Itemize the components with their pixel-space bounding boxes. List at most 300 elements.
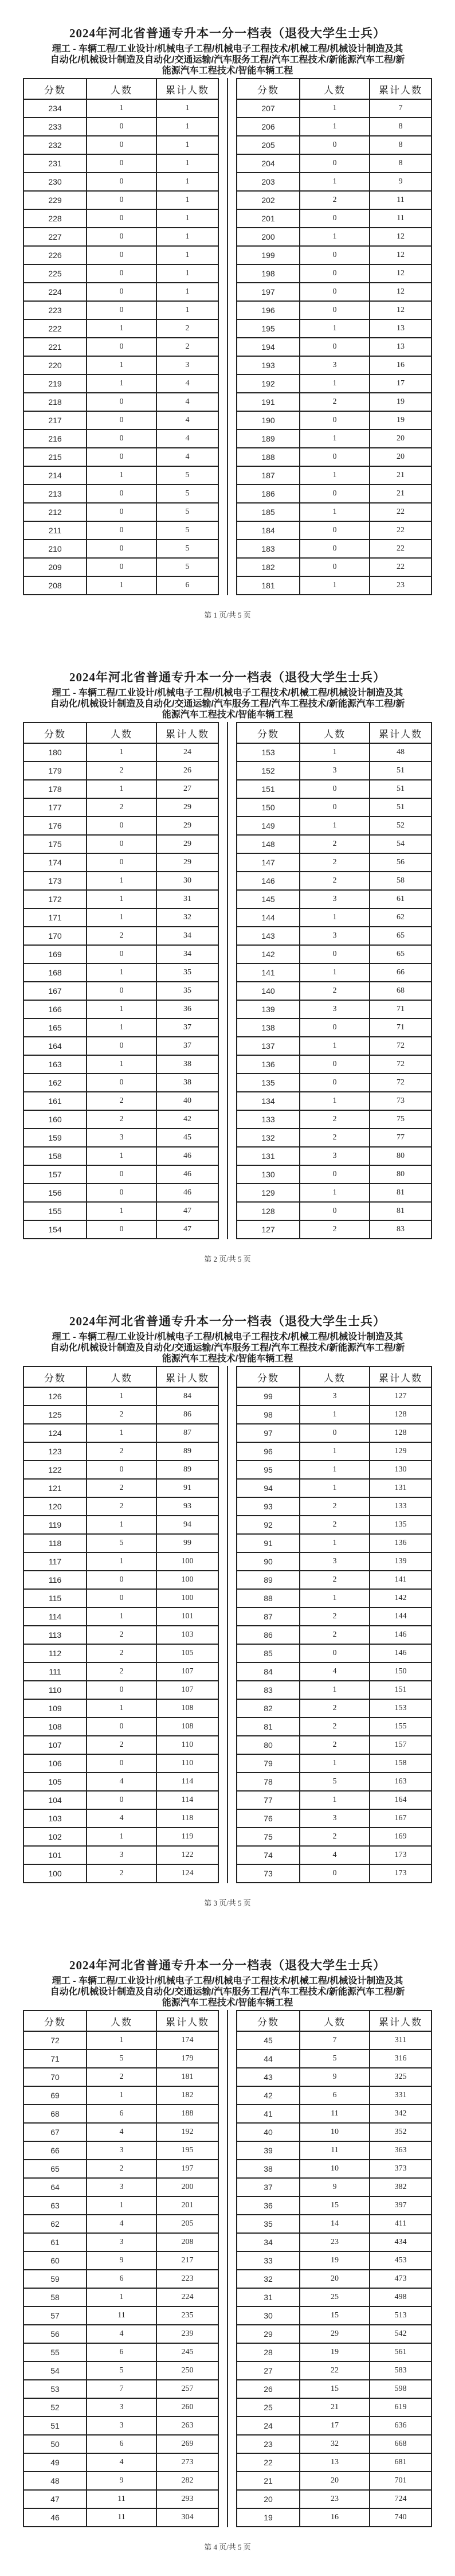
cumulative-cell: 20 bbox=[370, 448, 432, 466]
table-row bbox=[23, 2417, 218, 2435]
count-cell: 3 bbox=[300, 1809, 370, 1828]
score-cell: 128 bbox=[237, 1202, 300, 1220]
cumulative-cell: 47 bbox=[156, 1220, 218, 1239]
cumulative-cell: 1 bbox=[156, 301, 218, 319]
table-row bbox=[23, 1129, 218, 1147]
count-cell: 6 bbox=[300, 2086, 370, 2105]
cumulative-cell: 58 bbox=[370, 872, 432, 890]
score-cell: 114 bbox=[23, 1607, 87, 1626]
header-cell-count: 人数 bbox=[87, 723, 156, 743]
score-cell: 148 bbox=[237, 835, 300, 853]
score-cell: 35 bbox=[237, 2215, 300, 2233]
table-row bbox=[23, 521, 218, 540]
cumulative-cell: 150 bbox=[370, 1662, 432, 1681]
cumulative-cell: 130 bbox=[370, 1461, 432, 1479]
count-cell: 1 bbox=[87, 466, 156, 485]
table-row bbox=[237, 1571, 432, 1589]
table-row bbox=[237, 558, 432, 576]
cumulative-cell: 174 bbox=[156, 2031, 218, 2050]
score-cell: 219 bbox=[23, 374, 87, 393]
cumulative-cell: 179 bbox=[156, 2050, 218, 2068]
score-cell: 217 bbox=[23, 411, 87, 430]
cumulative-cell: 342 bbox=[370, 2105, 432, 2123]
table-row bbox=[237, 1147, 432, 1165]
cumulative-cell: 52 bbox=[370, 817, 432, 835]
score-cell: 32 bbox=[237, 2270, 300, 2288]
table-row bbox=[23, 1147, 218, 1165]
table-row bbox=[237, 2160, 432, 2178]
count-cell: 1 bbox=[300, 228, 370, 246]
table-row bbox=[237, 2050, 432, 2068]
count-cell: 0 bbox=[300, 209, 370, 228]
count-cell: 0 bbox=[87, 246, 156, 264]
count-cell: 23 bbox=[300, 2233, 370, 2251]
table-row bbox=[23, 430, 218, 448]
score-cell: 170 bbox=[23, 927, 87, 945]
cumulative-cell: 316 bbox=[370, 2050, 432, 2068]
table-row bbox=[237, 1220, 432, 1239]
score-table-right bbox=[236, 722, 432, 1239]
table-row bbox=[23, 1864, 218, 1883]
table-row bbox=[23, 2215, 218, 2233]
count-cell: 1 bbox=[300, 466, 370, 485]
count-cell: 0 bbox=[87, 1791, 156, 1809]
score-cell: 177 bbox=[23, 798, 87, 817]
count-cell: 2 bbox=[87, 798, 156, 817]
table-row bbox=[23, 1773, 218, 1791]
cumulative-cell: 273 bbox=[156, 2453, 218, 2472]
count-cell: 2 bbox=[87, 762, 156, 780]
score-cell: 22 bbox=[237, 2453, 300, 2472]
score-cell: 123 bbox=[23, 1442, 87, 1461]
page-subtitle bbox=[0, 1332, 455, 1364]
table-row bbox=[23, 2068, 218, 2086]
cumulative-cell: 561 bbox=[370, 2343, 432, 2362]
count-cell: 0 bbox=[300, 1165, 370, 1184]
cumulative-cell: 153 bbox=[370, 1699, 432, 1718]
cumulative-cell: 99 bbox=[156, 1534, 218, 1552]
table-row bbox=[237, 173, 432, 191]
cumulative-cell: 146 bbox=[370, 1626, 432, 1644]
table-row bbox=[237, 319, 432, 338]
count-cell: 0 bbox=[87, 853, 156, 872]
score-cell: 222 bbox=[23, 319, 87, 338]
header-cell-cumulative: 累计人数 bbox=[370, 723, 432, 743]
table-row bbox=[23, 1607, 218, 1626]
score-cell: 183 bbox=[237, 540, 300, 558]
table-row bbox=[237, 1809, 432, 1828]
cumulative-cell: 434 bbox=[370, 2233, 432, 2251]
score-cell: 24 bbox=[237, 2417, 300, 2435]
score-cell: 108 bbox=[23, 1718, 87, 1736]
score-cell: 112 bbox=[23, 1644, 87, 1662]
cumulative-cell: 173 bbox=[370, 1864, 432, 1883]
score-cell: 40 bbox=[237, 2123, 300, 2141]
count-cell: 22 bbox=[300, 2362, 370, 2380]
count-cell: 1 bbox=[87, 2086, 156, 2105]
table-row bbox=[23, 154, 218, 173]
table-row bbox=[23, 2453, 218, 2472]
count-cell: 3 bbox=[300, 356, 370, 374]
score-cell: 55 bbox=[23, 2343, 87, 2362]
count-cell: 2 bbox=[87, 2068, 156, 2086]
page-subtitle bbox=[0, 44, 455, 76]
cumulative-cell: 48 bbox=[370, 743, 432, 762]
page-title: 2024年河北省普通专升本一分一档表（退役大学生士兵） bbox=[69, 1314, 386, 1328]
table-row bbox=[237, 2270, 432, 2288]
page-title: 2024年河北省普通专升本一分一档表（退役大学生士兵） bbox=[69, 26, 386, 40]
table-row bbox=[23, 503, 218, 521]
cumulative-cell: 325 bbox=[370, 2068, 432, 2086]
score-cell: 75 bbox=[237, 1828, 300, 1846]
header-cell-cumulative: 累计人数 bbox=[370, 2011, 432, 2031]
cumulative-cell: 29 bbox=[156, 835, 218, 853]
cumulative-cell: 8 bbox=[370, 154, 432, 173]
count-cell: 3 bbox=[87, 2141, 156, 2160]
score-cell: 103 bbox=[23, 1809, 87, 1828]
count-cell: 1 bbox=[300, 173, 370, 191]
table-row bbox=[23, 1681, 218, 1699]
count-cell: 0 bbox=[300, 485, 370, 503]
cumulative-cell: 188 bbox=[156, 2105, 218, 2123]
count-cell: 2 bbox=[300, 1220, 370, 1239]
cumulative-cell: 54 bbox=[370, 835, 432, 853]
table-row bbox=[237, 136, 432, 154]
tables-area bbox=[0, 1366, 455, 1883]
table-row bbox=[23, 2086, 218, 2105]
cumulative-cell: 62 bbox=[370, 908, 432, 927]
table-row bbox=[23, 853, 218, 872]
table-row bbox=[23, 2306, 218, 2325]
cumulative-cell: 1 bbox=[156, 246, 218, 264]
count-cell: 0 bbox=[87, 154, 156, 173]
cumulative-cell: 1 bbox=[156, 154, 218, 173]
cumulative-cell: 129 bbox=[370, 1442, 432, 1461]
table-row bbox=[23, 1497, 218, 1516]
count-cell: 4 bbox=[87, 1809, 156, 1828]
cumulative-cell: 6 bbox=[156, 576, 218, 595]
count-cell: 0 bbox=[300, 558, 370, 576]
score-cell: 58 bbox=[23, 2288, 87, 2306]
table-row bbox=[23, 1055, 218, 1074]
score-cell: 70 bbox=[23, 2068, 87, 2086]
score-cell: 150 bbox=[237, 798, 300, 817]
count-cell: 3 bbox=[300, 927, 370, 945]
score-cell: 152 bbox=[237, 762, 300, 780]
table-row bbox=[23, 246, 218, 264]
table-row bbox=[23, 301, 218, 319]
score-cell: 69 bbox=[23, 2086, 87, 2105]
score-cell: 167 bbox=[23, 982, 87, 1000]
score-cell: 125 bbox=[23, 1406, 87, 1424]
table-row bbox=[237, 191, 432, 209]
count-cell: 2 bbox=[300, 835, 370, 853]
cumulative-cell: 11 bbox=[370, 191, 432, 209]
cumulative-cell: 250 bbox=[156, 2362, 218, 2380]
cumulative-cell: 583 bbox=[370, 2362, 432, 2380]
cumulative-cell: 223 bbox=[156, 2270, 218, 2288]
cumulative-cell: 127 bbox=[370, 1387, 432, 1406]
score-cell: 76 bbox=[237, 1809, 300, 1828]
table-row bbox=[237, 228, 432, 246]
table-row bbox=[23, 2508, 218, 2527]
count-cell: 2 bbox=[300, 1571, 370, 1589]
count-cell: 6 bbox=[87, 2343, 156, 2362]
cumulative-cell: 21 bbox=[370, 485, 432, 503]
score-cell: 168 bbox=[23, 963, 87, 982]
table-row bbox=[23, 99, 218, 118]
table-row bbox=[23, 374, 218, 393]
score-cell: 95 bbox=[237, 1461, 300, 1479]
table-row bbox=[237, 963, 432, 982]
count-cell: 2 bbox=[300, 1607, 370, 1626]
score-cell: 61 bbox=[23, 2233, 87, 2251]
table-row bbox=[23, 1000, 218, 1018]
score-cell: 169 bbox=[23, 945, 87, 963]
table-row bbox=[237, 1699, 432, 1718]
score-cell: 229 bbox=[23, 191, 87, 209]
table-row bbox=[237, 264, 432, 283]
cumulative-cell: 181 bbox=[156, 2068, 218, 2086]
cumulative-cell: 29 bbox=[156, 853, 218, 872]
count-cell: 0 bbox=[87, 1037, 156, 1055]
count-cell: 0 bbox=[300, 1202, 370, 1220]
count-cell: 2 bbox=[87, 1644, 156, 1662]
score-cell: 111 bbox=[23, 1662, 87, 1681]
count-cell: 0 bbox=[300, 540, 370, 558]
table-row bbox=[23, 356, 218, 374]
cumulative-cell: 29 bbox=[156, 798, 218, 817]
cumulative-cell: 235 bbox=[156, 2306, 218, 2325]
count-cell: 4 bbox=[300, 1846, 370, 1864]
count-cell: 4 bbox=[87, 1773, 156, 1791]
score-cell: 209 bbox=[23, 558, 87, 576]
cumulative-cell: 157 bbox=[370, 1736, 432, 1754]
count-cell: 1 bbox=[87, 1018, 156, 1037]
count-cell: 1 bbox=[87, 780, 156, 798]
score-cell: 196 bbox=[237, 301, 300, 319]
count-cell: 17 bbox=[300, 2417, 370, 2435]
table-row bbox=[237, 118, 432, 136]
table-row bbox=[237, 1406, 432, 1424]
score-cell: 199 bbox=[237, 246, 300, 264]
cumulative-cell: 2 bbox=[156, 319, 218, 338]
count-cell: 0 bbox=[300, 1074, 370, 1092]
subtitle-line: 自动化/机械设计制造及自动化/交通运输/汽车服务工程/汽车工程技术/新能源汽车工程/新 bbox=[50, 1343, 405, 1353]
score-cell: 216 bbox=[23, 430, 87, 448]
score-cell: 64 bbox=[23, 2178, 87, 2196]
count-cell: 11 bbox=[300, 2105, 370, 2123]
table-row bbox=[23, 1791, 218, 1809]
count-cell: 0 bbox=[87, 136, 156, 154]
table-row bbox=[23, 945, 218, 963]
table-row bbox=[237, 1110, 432, 1129]
table-row bbox=[23, 448, 218, 466]
score-cell: 139 bbox=[237, 1000, 300, 1018]
score-cell: 20 bbox=[237, 2490, 300, 2508]
score-cell: 73 bbox=[237, 1864, 300, 1883]
count-cell: 0 bbox=[87, 982, 156, 1000]
score-cell: 74 bbox=[237, 1846, 300, 1864]
score-cell: 200 bbox=[237, 228, 300, 246]
table-row bbox=[23, 1406, 218, 1424]
score-cell: 185 bbox=[237, 503, 300, 521]
cumulative-cell: 1 bbox=[156, 264, 218, 283]
table-row bbox=[237, 1773, 432, 1791]
score-cell: 47 bbox=[23, 2490, 87, 2508]
header-cell-score: 分数 bbox=[23, 1367, 87, 1387]
table-row bbox=[237, 1754, 432, 1773]
count-cell: 1 bbox=[87, 890, 156, 908]
table-row bbox=[237, 1461, 432, 1479]
table-row bbox=[237, 1552, 432, 1571]
count-cell: 1 bbox=[300, 576, 370, 595]
cumulative-cell: 195 bbox=[156, 2141, 218, 2160]
table-row bbox=[237, 1516, 432, 1534]
cumulative-cell: 37 bbox=[156, 1037, 218, 1055]
score-cell: 102 bbox=[23, 1828, 87, 1846]
subtitle-line: 理工 - 车辆工程/工业设计/机械电子工程/机械电子工程技术/机械工程/机械设计制造及其 bbox=[52, 688, 403, 698]
score-cell: 179 bbox=[23, 762, 87, 780]
table-row bbox=[237, 835, 432, 853]
count-cell: 0 bbox=[300, 338, 370, 356]
header-cell-score: 分数 bbox=[237, 723, 300, 743]
score-cell: 190 bbox=[237, 411, 300, 430]
score-cell: 37 bbox=[237, 2178, 300, 2196]
count-cell: 1 bbox=[87, 1202, 156, 1220]
cumulative-cell: 668 bbox=[370, 2435, 432, 2453]
score-cell: 223 bbox=[23, 301, 87, 319]
score-cell: 81 bbox=[237, 1718, 300, 1736]
score-cell: 97 bbox=[237, 1424, 300, 1442]
count-cell: 2 bbox=[87, 1662, 156, 1681]
score-cell: 165 bbox=[23, 1018, 87, 1037]
cumulative-cell: 1 bbox=[156, 228, 218, 246]
count-cell: 1 bbox=[87, 2288, 156, 2306]
table-row bbox=[237, 798, 432, 817]
subtitle-line: 理工 - 车辆工程/工业设计/机械电子工程/机械电子工程技术/机械工程/机械设计制造及其 bbox=[52, 1332, 403, 1342]
table-row bbox=[23, 1699, 218, 1718]
table-row bbox=[237, 2453, 432, 2472]
table-row bbox=[237, 1626, 432, 1644]
header-cell-score: 分数 bbox=[237, 79, 300, 99]
table-row bbox=[23, 2233, 218, 2251]
count-cell: 5 bbox=[87, 1534, 156, 1552]
count-cell: 2 bbox=[87, 1092, 156, 1110]
table-row bbox=[237, 780, 432, 798]
count-cell: 0 bbox=[87, 1074, 156, 1092]
score-cell: 29 bbox=[237, 2325, 300, 2343]
score-cell: 62 bbox=[23, 2215, 87, 2233]
cumulative-cell: 128 bbox=[370, 1406, 432, 1424]
table-row bbox=[23, 1644, 218, 1662]
cumulative-cell: 22 bbox=[370, 503, 432, 521]
table-row bbox=[237, 1644, 432, 1662]
count-cell: 20 bbox=[300, 2270, 370, 2288]
header-cell-score: 分数 bbox=[23, 723, 87, 743]
score-cell: 113 bbox=[23, 1626, 87, 1644]
table-row bbox=[237, 2031, 432, 2050]
table-row bbox=[23, 2178, 218, 2196]
score-cell: 21 bbox=[237, 2472, 300, 2490]
count-cell: 2 bbox=[300, 1626, 370, 1644]
table-row bbox=[237, 154, 432, 173]
count-cell: 0 bbox=[87, 1220, 156, 1239]
score-cell: 207 bbox=[237, 99, 300, 118]
score-cell: 42 bbox=[237, 2086, 300, 2105]
score-cell: 109 bbox=[23, 1699, 87, 1718]
count-cell: 0 bbox=[300, 1055, 370, 1074]
count-cell: 1 bbox=[87, 1552, 156, 1571]
count-cell: 3 bbox=[87, 1846, 156, 1864]
table-row bbox=[237, 2362, 432, 2380]
table-row bbox=[23, 1424, 218, 1442]
table-row bbox=[23, 558, 218, 576]
count-cell: 3 bbox=[87, 1129, 156, 1147]
score-cell: 30 bbox=[237, 2306, 300, 2325]
table-row bbox=[237, 209, 432, 228]
header-cell-count: 人数 bbox=[87, 79, 156, 99]
cumulative-cell: 86 bbox=[156, 1406, 218, 1424]
count-cell: 16 bbox=[300, 2508, 370, 2527]
cumulative-cell: 155 bbox=[370, 1718, 432, 1736]
count-cell: 0 bbox=[87, 1184, 156, 1202]
header-cell-cumulative: 累计人数 bbox=[156, 79, 218, 99]
cumulative-cell: 34 bbox=[156, 927, 218, 945]
table-row bbox=[237, 1074, 432, 1092]
score-cell: 96 bbox=[237, 1442, 300, 1461]
table-row bbox=[237, 2123, 432, 2141]
score-cell: 136 bbox=[237, 1055, 300, 1074]
table-row bbox=[237, 356, 432, 374]
cumulative-cell: 7 bbox=[370, 99, 432, 118]
table-row bbox=[237, 2490, 432, 2508]
score-cell: 33 bbox=[237, 2251, 300, 2270]
table-header-row bbox=[237, 79, 432, 99]
cumulative-cell: 131 bbox=[370, 1479, 432, 1497]
tables-area bbox=[0, 722, 455, 1239]
count-cell: 1 bbox=[87, 1055, 156, 1074]
count-cell: 7 bbox=[87, 2380, 156, 2398]
count-cell: 3 bbox=[87, 2233, 156, 2251]
cumulative-cell: 411 bbox=[370, 2215, 432, 2233]
score-cell: 225 bbox=[23, 264, 87, 283]
cumulative-cell: 124 bbox=[156, 1864, 218, 1883]
count-cell: 3 bbox=[300, 1147, 370, 1165]
count-cell: 0 bbox=[300, 448, 370, 466]
count-cell: 2 bbox=[300, 1516, 370, 1534]
count-cell: 2 bbox=[87, 1442, 156, 1461]
score-cell: 186 bbox=[237, 485, 300, 503]
cumulative-cell: 12 bbox=[370, 246, 432, 264]
table-row bbox=[23, 1184, 218, 1202]
count-cell: 11 bbox=[87, 2306, 156, 2325]
table-row bbox=[23, 540, 218, 558]
cumulative-cell: 30 bbox=[156, 872, 218, 890]
score-cell: 215 bbox=[23, 448, 87, 466]
table-row bbox=[23, 817, 218, 835]
cumulative-cell: 72 bbox=[370, 1074, 432, 1092]
score-cell: 158 bbox=[23, 1147, 87, 1165]
table-row bbox=[237, 338, 432, 356]
table-row bbox=[23, 1589, 218, 1607]
count-cell: 1 bbox=[87, 1424, 156, 1442]
cumulative-cell: 1 bbox=[156, 136, 218, 154]
table-row bbox=[237, 1589, 432, 1607]
header-cell-cumulative: 累计人数 bbox=[156, 723, 218, 743]
count-cell: 3 bbox=[87, 2398, 156, 2417]
table-row bbox=[23, 1165, 218, 1184]
